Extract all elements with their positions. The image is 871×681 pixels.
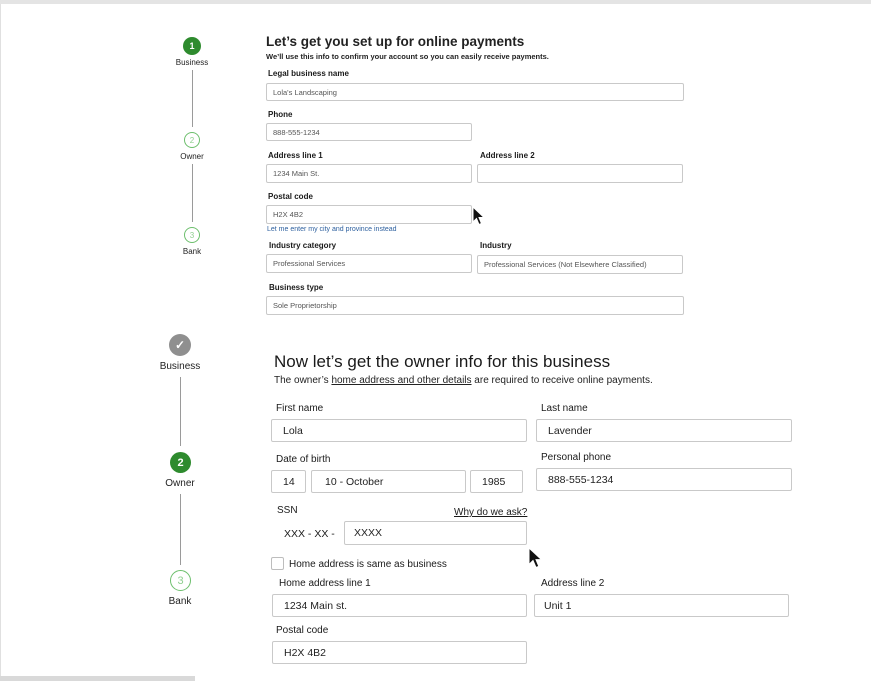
check-icon: ✓ [169,334,191,356]
first-name-input[interactable]: Lola [271,419,527,442]
address2-label: Address line 2 [541,578,605,589]
step-connector [180,377,181,446]
home-address1-input[interactable]: 1234 Main st. [272,594,527,617]
address1-label: Address line 1 [268,151,323,160]
step-2-label: Owner [165,478,195,489]
step-2-label: Owner [180,152,204,161]
address2-label: Address line 2 [480,151,535,160]
personal-phone-label: Personal phone [541,452,612,463]
industry-category-label: Industry category [269,241,337,250]
dob-day-input[interactable]: 14 [271,470,306,493]
personal-phone-input[interactable]: 888-555-1234 [536,468,792,491]
postal-input[interactable]: H2X 4B2 [272,641,527,664]
legal-name-input[interactable]: Lola's Landscaping [266,83,684,101]
industry-category-select[interactable]: Professional Services [266,254,472,273]
step-1-label: Business [175,58,209,67]
step-connector [192,70,193,127]
postal-label: Postal code [268,192,313,201]
left-border [0,4,1,681]
dob-year-input[interactable]: 1985 [470,470,523,493]
owner-subtitle [274,375,653,386]
subtitle-text: The owner’s [274,375,332,386]
same-address-label: Home address is same as business [289,559,447,570]
postal-label: Postal code [276,625,329,636]
page-title: Let’s get you set up for online payments [266,34,525,49]
phone-input[interactable]: 888-555-1234 [266,123,472,141]
home-address-link[interactable]: home address and other details [331,375,472,386]
owner-title: Now let’s get the owner info for this business [274,352,611,371]
ssn-label: SSN [277,505,298,516]
industry-select[interactable]: Professional Services (Not Elsewhere Classified) [477,255,683,274]
top-bar [0,0,871,4]
home-address1-label: Home address line 1 [279,578,371,589]
step-connector [192,164,193,222]
page-subtitle: We’ll use this info to confirm your account so you can easily receive payments. [266,52,549,61]
step-2-circle: 2 [184,132,200,148]
step-connector [180,494,181,565]
business-type-label: Business type [269,283,324,292]
ssn-prefix: XXX - XX - [284,528,335,540]
business-type-select[interactable]: Sole Proprietorship [266,296,684,315]
dob-month-select[interactable]: 10 - October [311,470,466,493]
industry-label: Industry [480,241,512,250]
address2-input[interactable]: Unit 1 [534,594,789,617]
step-3-circle: 3 [170,570,191,591]
mouse-cursor-icon [472,206,486,226]
phone-label: Phone [268,110,293,119]
address1-input[interactable]: 1234 Main St. [266,164,472,183]
last-name-input[interactable]: Lavender [536,419,792,442]
dob-label: Date of birth [276,454,331,465]
same-address-checkbox[interactable] [271,557,284,570]
address2-input[interactable] [477,164,683,183]
ssn-input[interactable]: XXXX [344,521,527,545]
step-2-circle: 2 [170,452,191,473]
step-1-circle: 1 [183,37,201,55]
step-3-circle: 3 [184,227,200,243]
city-province-link[interactable]: Let me enter my city and province instead [267,226,397,233]
legal-name-label: Legal business name [268,69,349,78]
last-name-label: Last name [541,403,588,414]
scrollbar[interactable] [0,676,195,681]
postal-input[interactable]: H2X 4B2 [266,205,472,224]
step-1-label: Business [159,361,201,372]
why-do-we-ask-link[interactable]: Why do we ask? [454,507,528,518]
mouse-cursor-icon [528,547,544,569]
step-3-label: Bank [168,596,192,607]
subtitle-text: are required to receive online payments. [471,375,653,386]
step-3-label: Bank [182,247,202,256]
first-name-label: First name [276,403,324,414]
